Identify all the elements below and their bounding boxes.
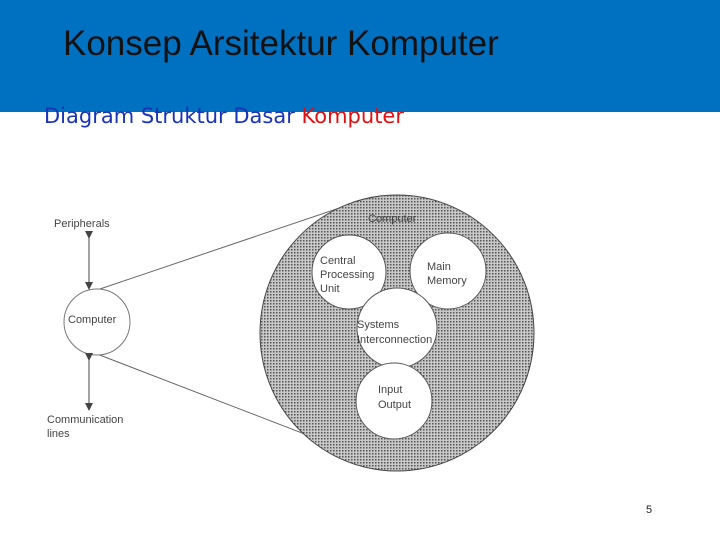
peripherals-label: Peripherals — [54, 218, 110, 230]
io-label-line1: Input — [378, 384, 403, 396]
interconnection-label-line2: Interconnection — [357, 334, 433, 346]
memory-label-line1: Main — [427, 261, 451, 273]
cpu-label-line2: Processing — [320, 269, 375, 281]
io-label-line2: Output — [378, 399, 412, 411]
subtitle-part-2: Komputer — [301, 104, 404, 128]
slide-title: Konsep Arsitektur Komputer — [63, 24, 499, 63]
memory-label-line2: Memory — [427, 275, 467, 287]
cpu-label-line1: Central — [320, 255, 356, 267]
interconnection-label-line1: Systems — [357, 319, 400, 331]
subtitle-part-1: Diagram Struktur Dasar — [44, 104, 295, 128]
big-computer-label: Computer — [368, 213, 417, 225]
cpu-label-line3: Unit — [320, 283, 340, 295]
communication-label-line2: lines — [47, 428, 70, 440]
small-computer-label: Computer — [68, 314, 117, 326]
page-number: 5 — [646, 504, 653, 516]
communication-label-line1: Communication — [47, 414, 124, 426]
